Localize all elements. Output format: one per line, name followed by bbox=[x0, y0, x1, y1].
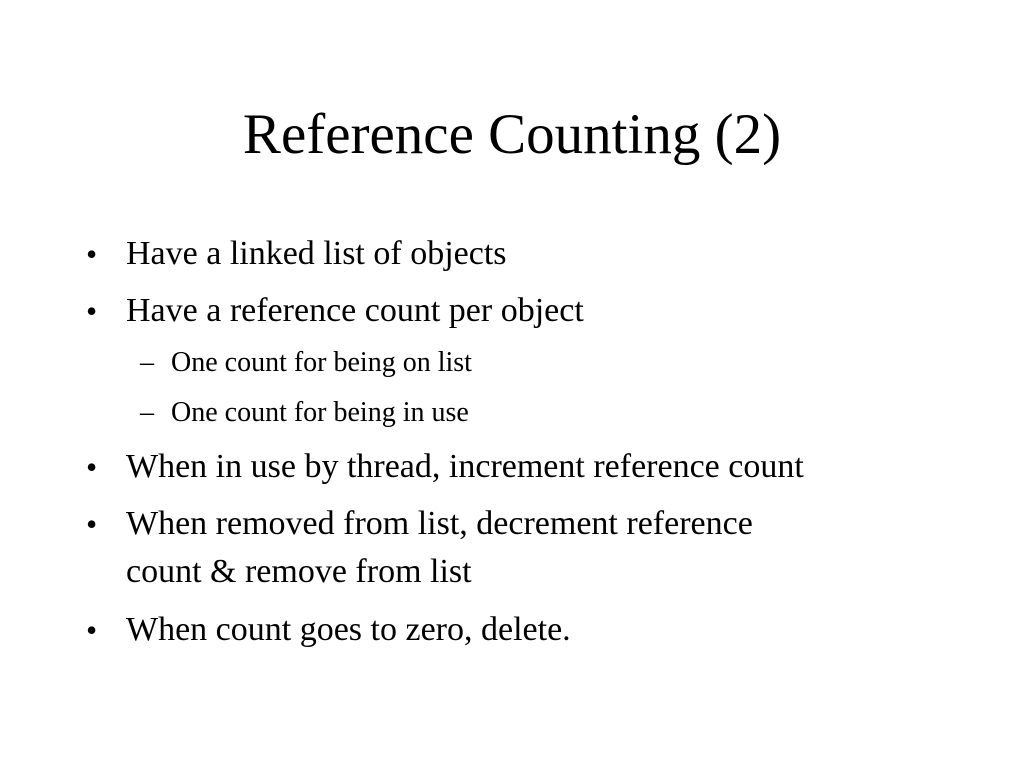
sub-bullet-text: One count for being on list bbox=[171, 347, 472, 378]
sub-bullet-text: One count for being in use bbox=[171, 397, 469, 428]
bullet-continuation-text: count & remove from list bbox=[126, 553, 472, 590]
bullet-marker: • bbox=[86, 293, 98, 329]
bullet-marker: • bbox=[86, 449, 98, 485]
bullet-text: Have a reference count per object bbox=[126, 292, 584, 329]
bullet-marker: • bbox=[86, 506, 98, 542]
sub-bullet-marker: – bbox=[140, 397, 154, 428]
bullet-text: Have a linked list of objects bbox=[126, 235, 507, 272]
bullet-text: When count goes to zero, delete. bbox=[126, 611, 571, 648]
slide-title: Reference Counting (2) bbox=[242, 103, 782, 166]
bullet-marker: • bbox=[86, 236, 98, 272]
bullet-text: When in use by thread, increment reference count bbox=[126, 448, 804, 485]
sub-bullet-marker: – bbox=[140, 347, 154, 378]
bullet-text: When removed from list, decrement reference bbox=[126, 505, 753, 542]
bullet-marker: • bbox=[86, 612, 98, 648]
